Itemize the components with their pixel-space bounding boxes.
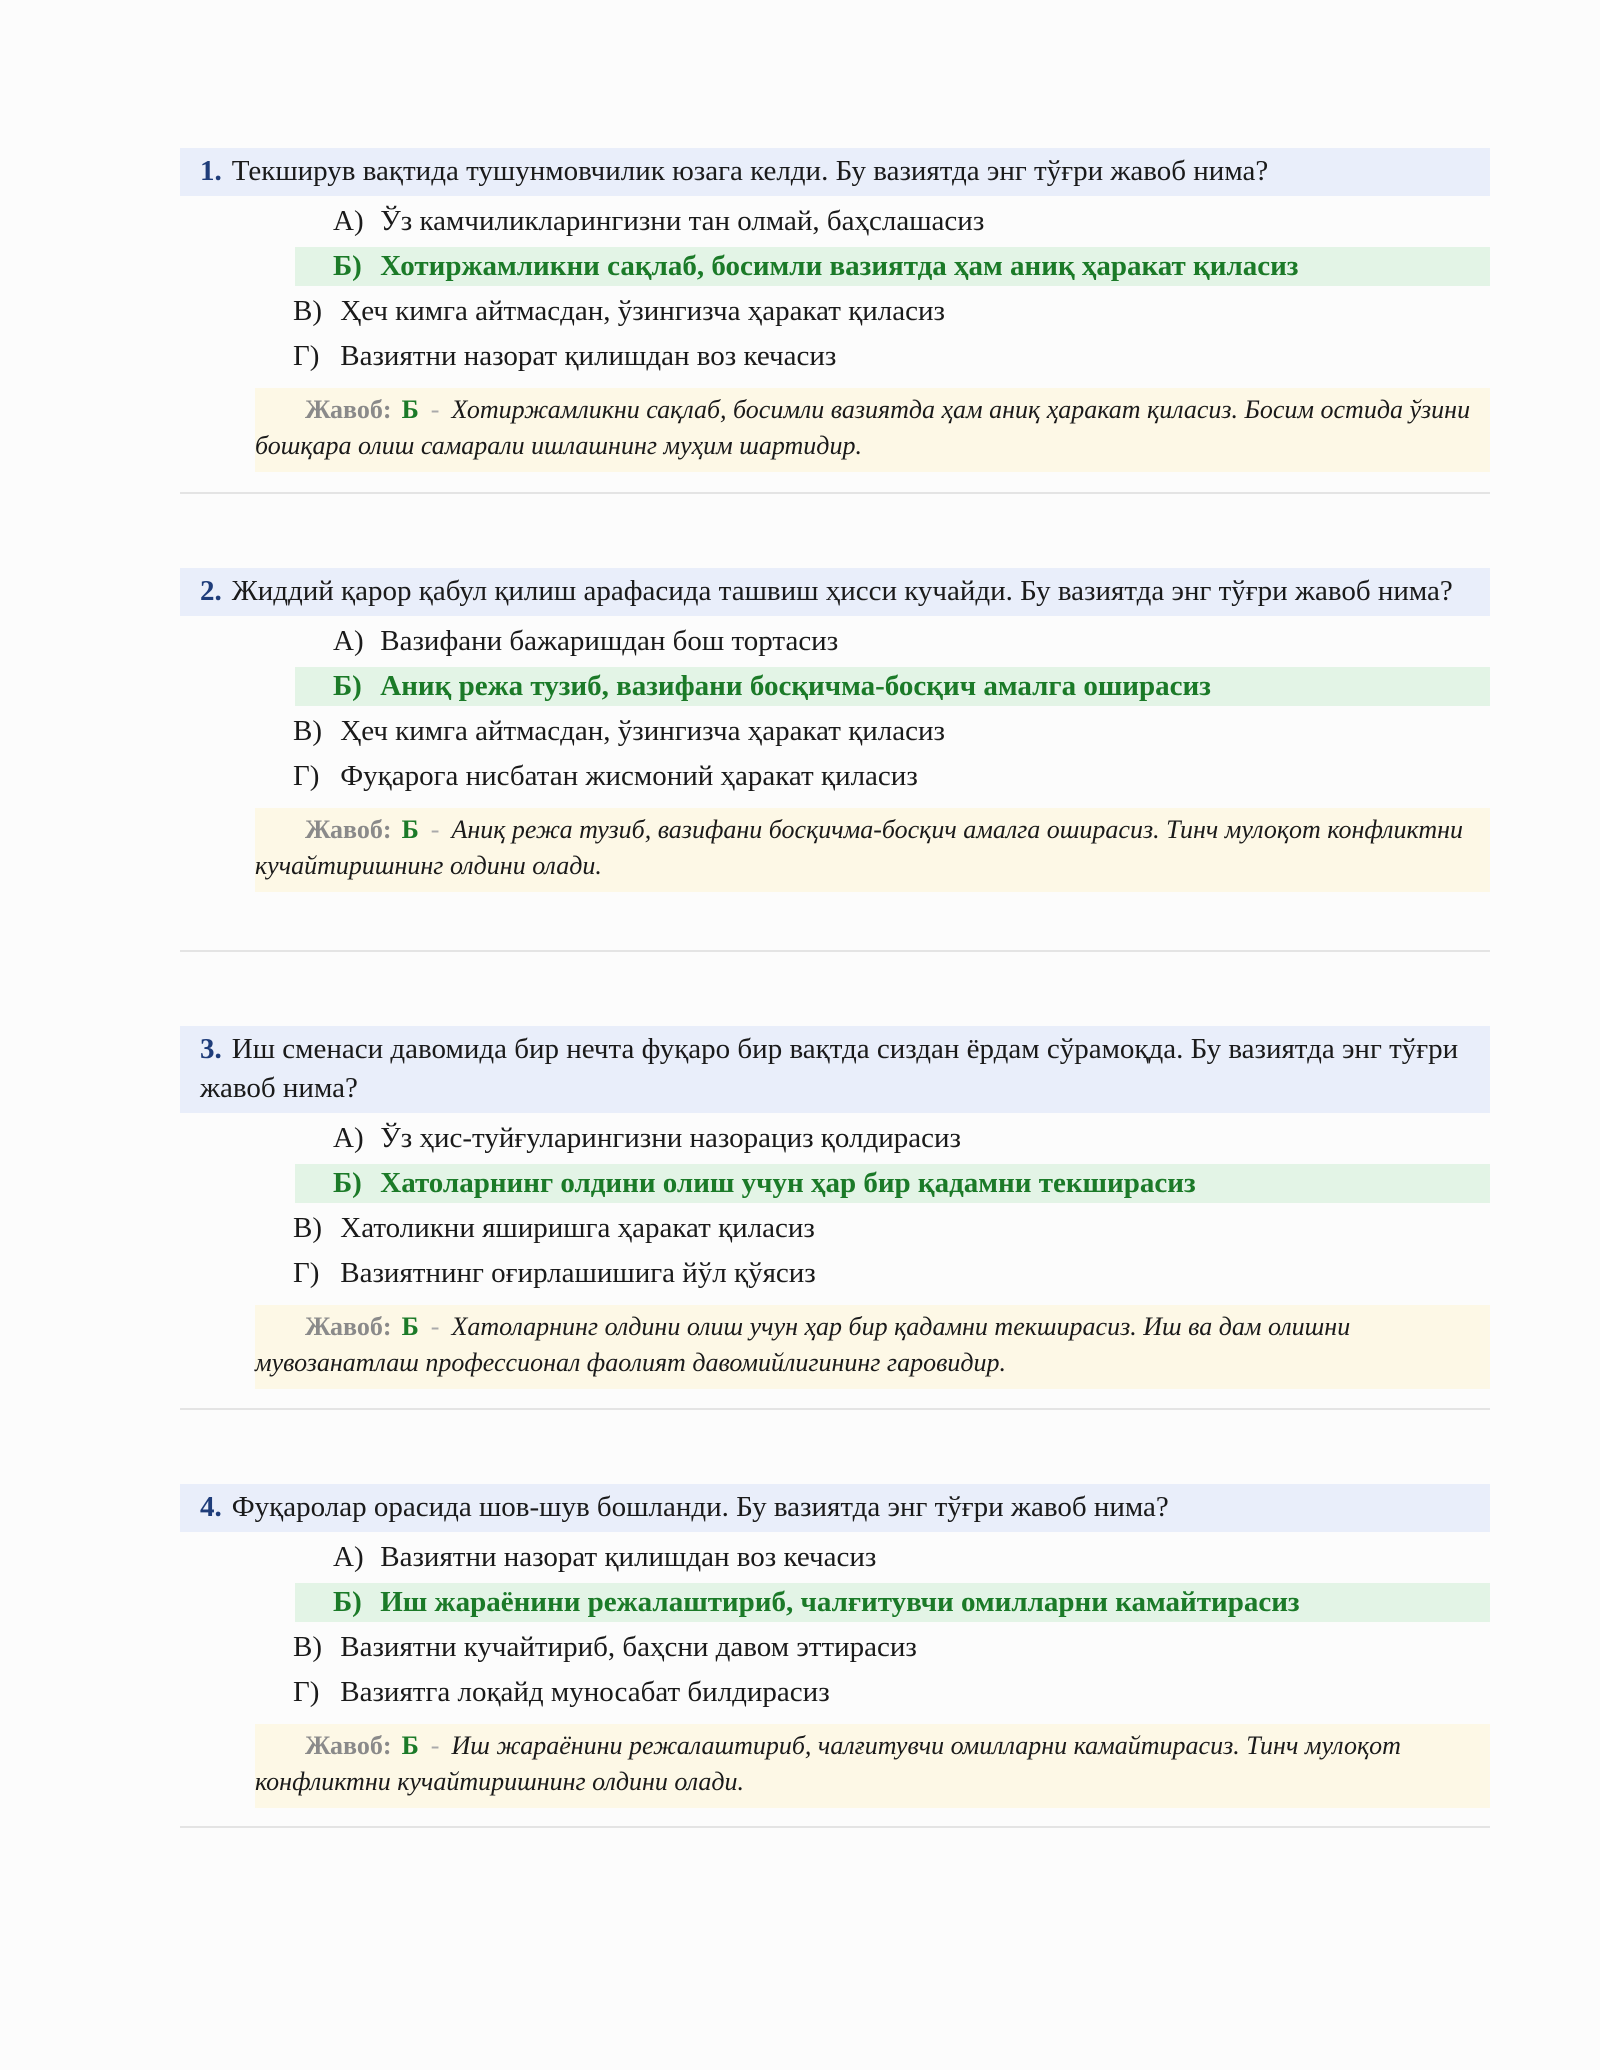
option-letter: В) <box>293 715 322 747</box>
question-4 <box>180 1484 1490 1808</box>
answer-explanation <box>255 1724 1490 1808</box>
option-letter: Г) <box>293 760 320 792</box>
option-letter: В) <box>293 1212 322 1244</box>
answer-dash: - <box>430 1312 440 1341</box>
answer-text: Иш жараёнини режалаштириб, чалғитувчи омилларни камайтирасиз. Тинч мулоқот конфликтни кучайтиришнинг олдини олади. <box>255 1731 1401 1796</box>
answer-explanation <box>255 1305 1490 1389</box>
answer-letter: Б <box>401 395 419 424</box>
option-text: Аниқ режа тузиб, вазифани босқичма-босқич амалга оширасиз <box>380 670 1211 702</box>
question-header <box>180 1026 1490 1113</box>
option-a <box>333 202 1490 241</box>
divider <box>180 950 1490 952</box>
option-g <box>293 337 1490 376</box>
answer-letter: Б <box>401 1731 419 1760</box>
answer-dash: - <box>430 395 440 424</box>
option-a <box>333 622 1490 661</box>
divider <box>180 492 1490 494</box>
option-g <box>293 757 1490 796</box>
option-letter: Б) <box>333 1167 362 1199</box>
answer-letter: Б <box>401 815 419 844</box>
answer-label: Жавоб: <box>305 395 392 424</box>
answer-explanation <box>255 808 1490 892</box>
question-3 <box>180 1026 1490 1389</box>
option-v <box>293 712 1490 751</box>
question-text: Фуқаролар орасида шов-шув бошланди. Бу вазиятда энг тўғри жавоб нима? <box>231 1491 1169 1523</box>
option-text: Хотиржамликни сақлаб, босимли вазиятда ҳам аниқ ҳаракат қиласиз <box>380 250 1299 282</box>
answer-text: Аниқ режа тузиб, вазифани босқичма-босқич амалга оширасиз. Тинч мулоқот конфликтни кучайтиришнинг олдини олади. <box>255 815 1463 880</box>
divider <box>180 1408 1490 1410</box>
question-number: 4. <box>200 1491 222 1523</box>
option-text: Вазиятнинг оғирлашишига йўл қўясиз <box>340 1257 816 1289</box>
question-header <box>180 148 1490 196</box>
option-letter: А) <box>333 1122 364 1154</box>
option-b-correct <box>295 1164 1490 1203</box>
option-v <box>293 1628 1490 1667</box>
option-letter: А) <box>333 205 364 237</box>
answer-dash: - <box>430 815 440 844</box>
option-a <box>333 1119 1490 1158</box>
option-letter: Г) <box>293 1257 320 1289</box>
question-2 <box>180 568 1490 892</box>
question-1 <box>180 148 1490 472</box>
option-b-correct <box>295 1583 1490 1622</box>
question-number: 3. <box>200 1033 222 1065</box>
question-number: 1. <box>200 155 222 187</box>
answer-label: Жавоб: <box>305 1312 392 1341</box>
question-header <box>180 1484 1490 1532</box>
option-text: Фуқарога нисбатан жисмоний ҳаракат қиласиз <box>340 760 918 792</box>
question-header <box>180 568 1490 616</box>
option-text: Ўз камчиликларингизни тан олмай, баҳслашасиз <box>380 205 985 237</box>
option-text: Иш жараёнини режалаштириб, чалғитувчи омилларни камайтирасиз <box>380 1586 1300 1618</box>
answer-label: Жавоб: <box>305 815 392 844</box>
option-text: Ҳеч кимга айтмасдан, ўзингизча ҳаракат қиласиз <box>340 295 945 327</box>
option-text: Хатоликни яширишга ҳаракат қиласиз <box>340 1212 815 1244</box>
question-text: Жиддий қарор қабул қилиш арафасида ташвиш ҳисси кучайди. Бу вазиятда энг тўғри жавоб нима? <box>231 575 1453 607</box>
option-v <box>293 292 1490 331</box>
option-letter: В) <box>293 1631 322 1663</box>
option-text: Вазифани бажаришдан бош тортасиз <box>380 625 839 657</box>
answer-text: Хотиржамликни сақлаб, босимли вазиятда ҳам аниқ ҳаракат қиласиз. Босим остида ўзини бошқара олиш самарали ишлашнинг муҳим шартидир. <box>255 395 1471 460</box>
option-g <box>293 1673 1490 1712</box>
option-text: Ўз ҳис-туйғуларингизни назорациз қолдирасиз <box>380 1122 961 1154</box>
option-letter: Б) <box>333 250 362 282</box>
option-text: Ҳеч кимга айтмасдан, ўзингизча ҳаракат қиласиз <box>340 715 945 747</box>
question-number: 2. <box>200 575 222 607</box>
question-text: Иш сменаси давомида бир нечта фуқаро бир вақтда сиздан ёрдам сўрамоқда. Бу вазиятда энг тўғри жавоб нима? <box>200 1033 1459 1104</box>
option-text: Вазиятни назорат қилишдан воз кечасиз <box>380 1541 877 1573</box>
option-letter: А) <box>333 625 364 657</box>
option-letter: Г) <box>293 340 320 372</box>
option-letter: Б) <box>333 1586 362 1618</box>
option-a <box>333 1538 1490 1577</box>
option-letter: Б) <box>333 670 362 702</box>
option-b-correct <box>295 667 1490 706</box>
option-text: Хатоларнинг олдини олиш учун ҳар бир қадамни текширасиз <box>380 1167 1196 1199</box>
option-text: Вазиятга лоқайд муносабат билдирасиз <box>340 1676 830 1708</box>
option-b-correct <box>295 247 1490 286</box>
answer-label: Жавоб: <box>305 1731 392 1760</box>
option-v <box>293 1209 1490 1248</box>
option-text: Вазиятни назорат қилишдан воз кечасиз <box>340 340 837 372</box>
option-g <box>293 1254 1490 1293</box>
question-text: Текширув вақтида тушунмовчилик юзага келди. Бу вазиятда энг тўғри жавоб нима? <box>231 155 1269 187</box>
option-text: Вазиятни кучайтириб, баҳсни давом эттирасиз <box>340 1631 917 1663</box>
option-letter: А) <box>333 1541 364 1573</box>
answer-text: Хатоларнинг олдини олиш учун ҳар бир қадамни текширасиз. Иш ва дам олишни мувозанатлаш профессионал фаолият давомийлигининг гаровидир. <box>255 1312 1351 1377</box>
option-letter: Г) <box>293 1676 320 1708</box>
answer-letter: Б <box>401 1312 419 1341</box>
option-letter: В) <box>293 295 322 327</box>
answer-dash: - <box>430 1731 440 1760</box>
divider <box>180 1826 1490 1828</box>
answer-explanation <box>255 388 1490 472</box>
